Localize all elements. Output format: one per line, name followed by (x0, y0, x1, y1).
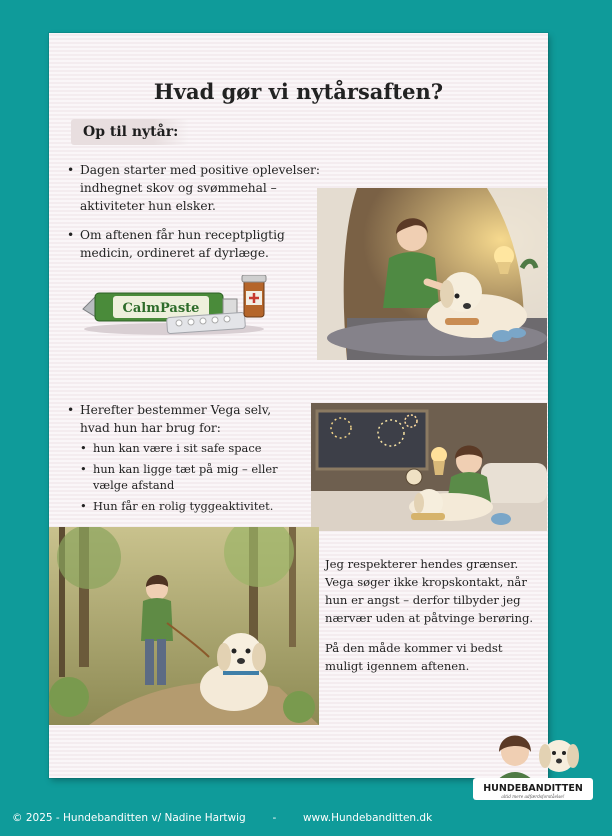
page-title: Hvad gør vi nytårsaften? (153, 79, 444, 104)
bullet-list-vega-chooses (67, 401, 287, 519)
paragraph: På den måde kommer vi bedst muligt igennem aftenen. (325, 641, 503, 673)
illustration-bed-fireworks (311, 403, 547, 531)
footer-copyright: © 2025 - Hundebanditten v/ Nadine Hartwig (12, 812, 246, 824)
illustration-forest-walk (49, 527, 319, 725)
closing-paragraphs (325, 555, 535, 687)
illustration-safe-space (317, 188, 547, 360)
list-item-text: Herefter bestemmer Vega selv, hvad hun har brug for: (80, 403, 272, 435)
list-item: • Om aftenen får hun receptpligtig medicin, ordineret af dyrlæge. (67, 226, 337, 262)
paragraph: Jeg respekterer hendes grænser. Vega søger ikke kropskontakt, når hun er angst – derfor tilbyder jeg nærvær uden at påtvinge berøring. (325, 557, 534, 625)
bullet-list-before-newyear (67, 161, 337, 273)
sub-list-item: • hun kan ligge tæt på mig – eller vælge afstand (80, 461, 287, 493)
sub-list-item: • hun kan være i sit safe space (80, 440, 287, 456)
footer (12, 812, 432, 824)
logo-name: HUNDEBANDITTEN (483, 783, 583, 794)
sub-list-item: • Hun får en rolig tyggeaktivitet. (80, 498, 287, 514)
subheading-badge: Op til nytår: (71, 119, 189, 145)
medicine-label: CalmPaste (122, 301, 200, 316)
medicine-illustration (79, 275, 269, 337)
list-item (67, 401, 287, 514)
hundebanditten-logo (473, 724, 593, 804)
logo-tagline: altid mere adfærdsforståelse! (501, 794, 565, 799)
poster-sheet (49, 33, 548, 778)
list-item: • Dagen starter med positive oplevelser: indhegnet skov og svømmehal – aktiviteter hun elsker. (67, 161, 337, 215)
footer-separator: - (272, 812, 277, 824)
footer-website-link[interactable]: www.Hundebanditten.dk (302, 812, 433, 824)
